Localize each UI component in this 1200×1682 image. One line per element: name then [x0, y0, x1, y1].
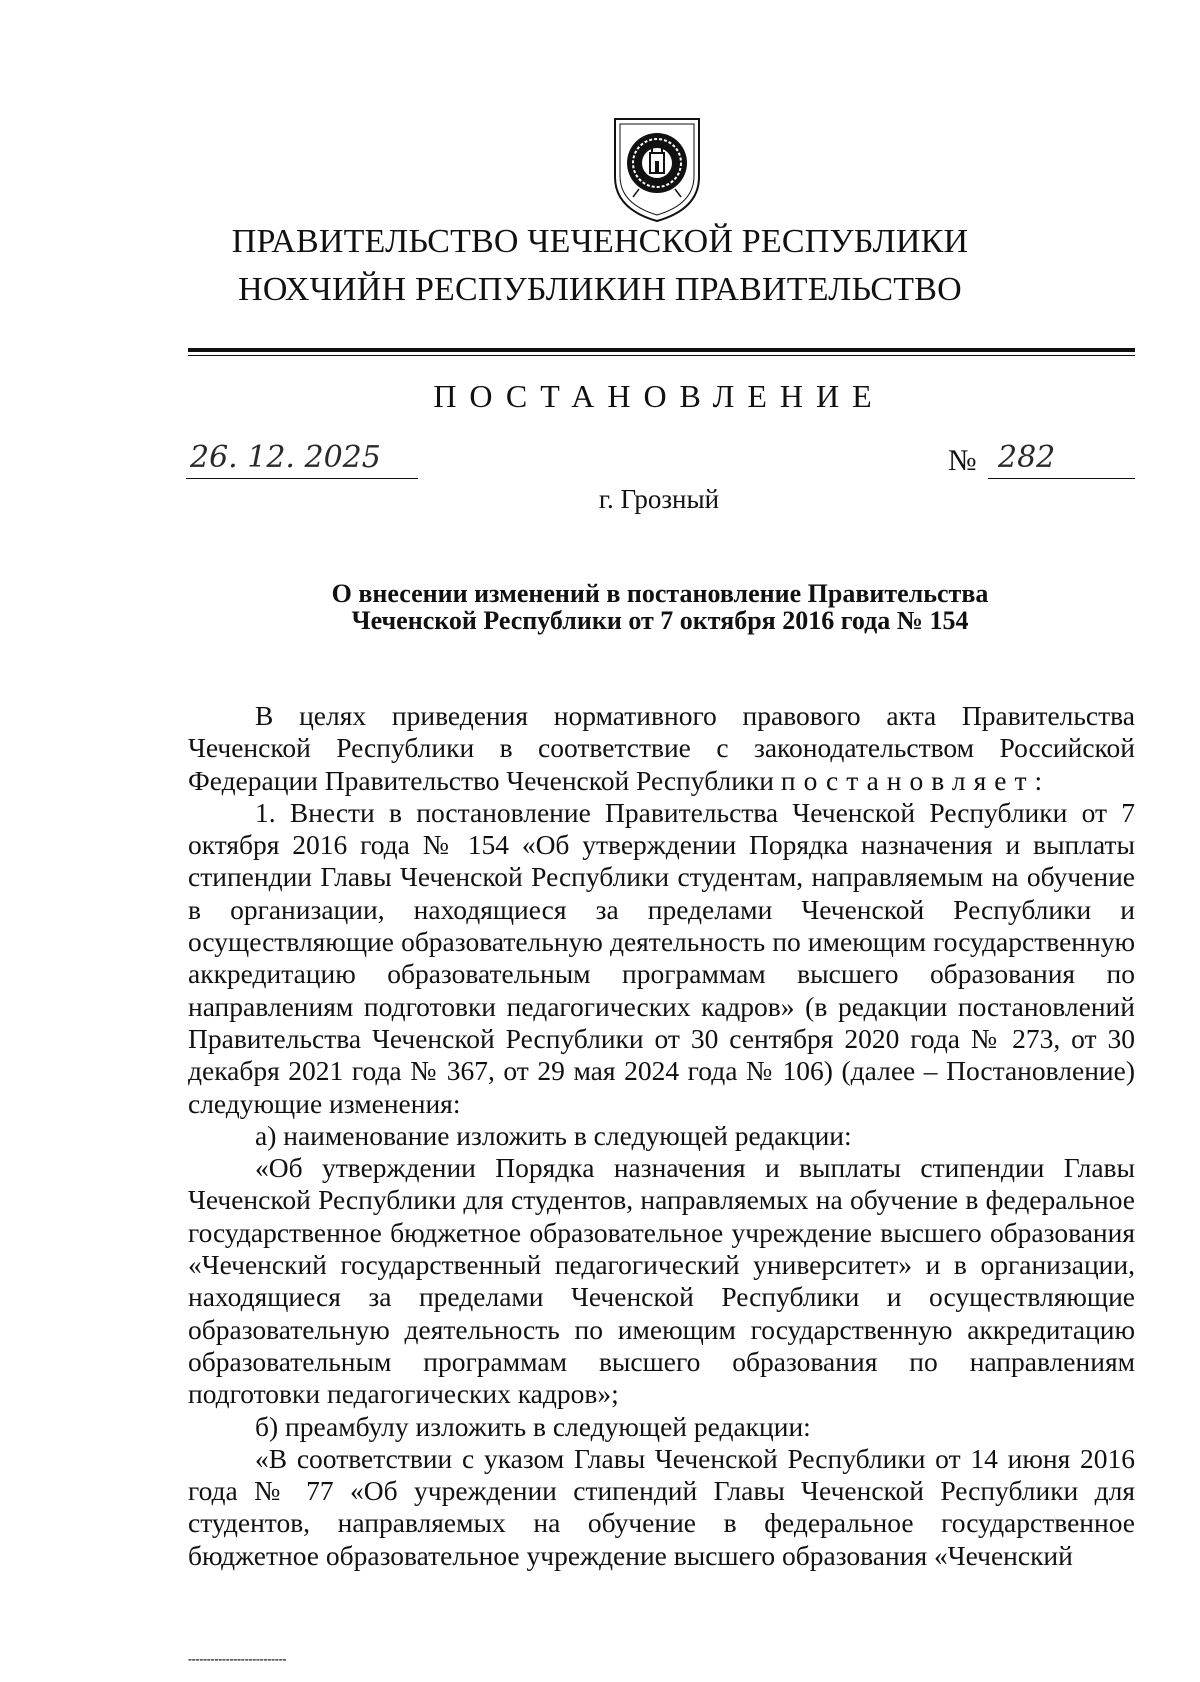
document-date-field	[186, 440, 418, 475]
new-preamble-paragraph: «В соответствии с указом Главы Чеченской Республики от 14 июня 2016 года № 77 «Об учреждении стипендий Главы Чеченской Республики для студентов, направляемых на обучение в федеральное государственное бюджетное образовательное учреждение высшего образования «Чеченский	[188, 1442, 1135, 1571]
new-title-paragraph: «Об утверждении Порядка назначения и выплаты стипендии Главы Чеченской Республики для студентов, направляемых на обучение в федеральное государственное бюджетное образовательное учреждение высшего образования «Чеченский государственный педагогический университет» и в организации, находящиеся за пределами Чеченской Республики и осуществляющие образовательную деятельность по имеющим государственную аккредитацию образовательным программам высшего образования по направлениям подготовки педагогических кадров»;	[188, 1152, 1135, 1410]
document-number: 282	[998, 440, 1056, 475]
preamble-paragraph	[188, 700, 1135, 797]
subclause-b-paragraph: б) преамбулу изложить в следующей редакции:	[255, 1410, 811, 1442]
chechen-republic-coat-of-arms-icon	[609, 113, 705, 225]
date-underline	[186, 478, 418, 479]
document-title-line-1: О внесении изменений в постановление Правительства	[331, 579, 989, 608]
subclause-a-paragraph: а) наименование изложить в следующей редакции:	[255, 1119, 852, 1151]
document-title-line-2: Чеченской Республики от 7 октября 2016 года № 154	[351, 606, 969, 635]
city-name: г. Грозный	[598, 484, 720, 514]
footer-file-code: ▬▬▬▬▬▬▬▬▬▬▬▬▬▬▬▬▬▬▬▬▬▬▬▬▬▬	[188, 1657, 287, 1662]
government-name-chechen: НОХЧИЙН РЕСПУБЛИКИН ПРАВИТЕЛЬСТВО	[238, 271, 962, 308]
header-divider	[188, 348, 1135, 352]
preamble-text: В целях приведения нормативного правового акта Правительства Чеченской Республики в соответствие с законодательством Российской Федерации Правительство Чеченской Республики	[188, 700, 1135, 796]
number-label: №	[948, 444, 977, 477]
number-underline	[988, 478, 1135, 479]
document-date: 26. 12. 2025	[190, 440, 381, 475]
government-name-russian: ПРАВИТЕЛЬСТВО ЧЕЧЕНСКОЙ РЕСПУБЛИКИ	[231, 223, 969, 260]
header-divider-thin	[188, 355, 1135, 356]
resolves-word: постановляет:	[780, 764, 1051, 796]
document-type: ПОСТАНОВЛЕНИЕ	[433, 378, 885, 414]
document-body	[188, 700, 1135, 1572]
clause-1-paragraph: 1. Внести в постановление Правительства Чеченской Республики от 7 октября 2016 года № 154 «Об утверждении Порядка назначения и выплаты стипендии Главы Чеченской Республики студентам, направляемым на обучение в организации, находящиеся за пределами Чеченской Республики и осуществляющие образовательную деятельность по имеющим государственную аккредитацию образовательным программам высшего образования по направлениям подготовки педагогических кадров» (в редакции постановлений Правительства Чеченской Республики от 30 сентября 2020 года № 273, от 30 декабря 2021 года № 367, от 29 мая 2024 года № 106) (далее – Постановление) следующие изменения:	[188, 796, 1135, 1119]
